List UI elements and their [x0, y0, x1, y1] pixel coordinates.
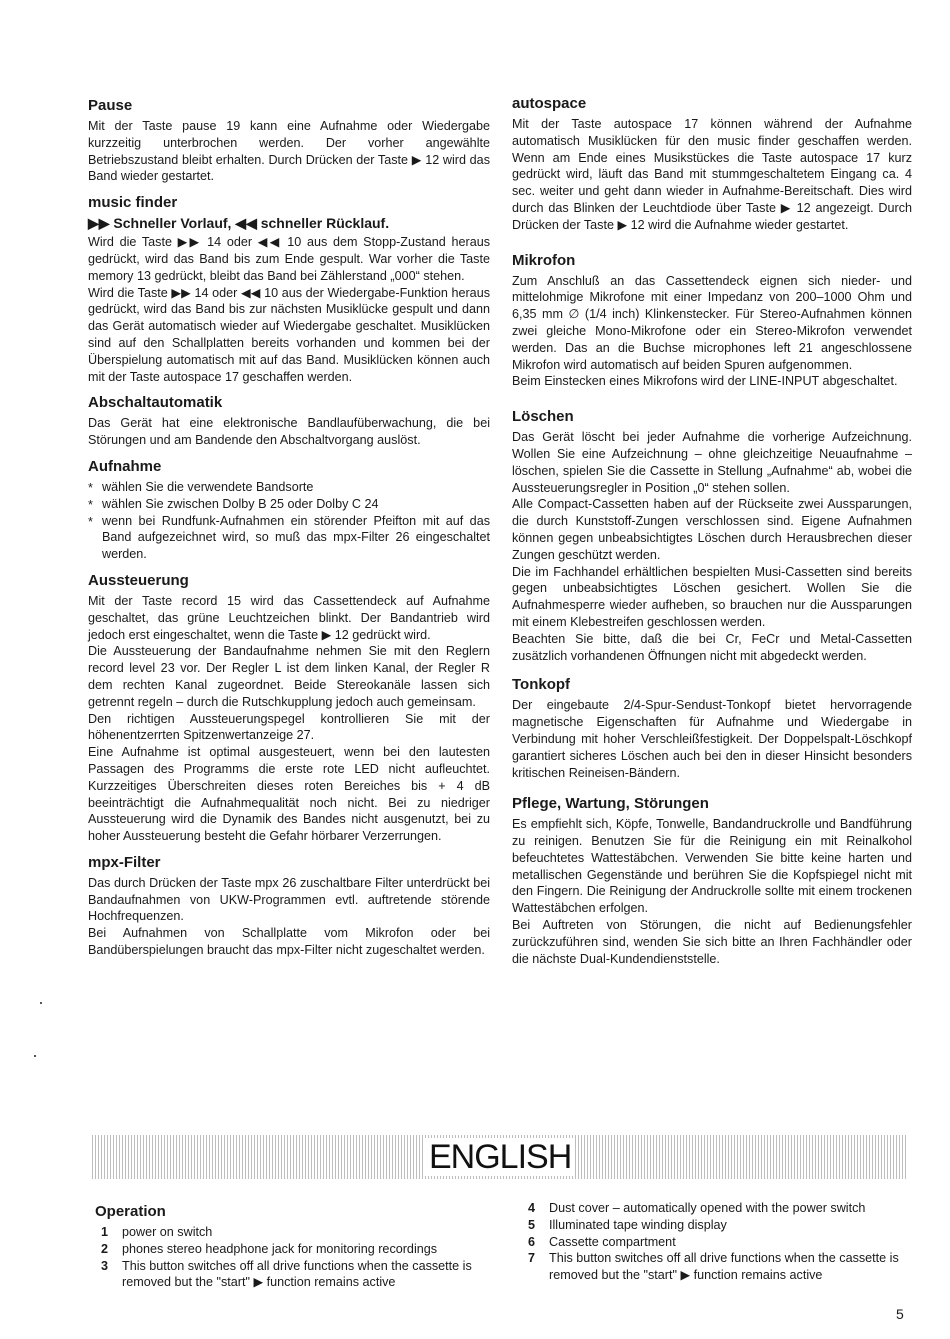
item-text: phones stereo headphone jack for monitoring recordings: [122, 1241, 438, 1256]
section-title: Pause: [88, 97, 133, 114]
item-text: Cassette compartment: [549, 1234, 676, 1249]
section-text: Beim Einstecken eines Mikrofons wird der LINE-INPUT abgeschaltet.: [512, 374, 898, 389]
section-text: Es empfiehlt sich, Köpfe, Tonwelle, Bandandruckrolle und Bandführung zu reinigen. Benutzen Sie für die Reinigung ein mit Reinalkohol befeuchtetes Wattestäbchen. Verwenden Sie bitte keine harten und metallischen Gegenstände und berühren Sie die Kopfspiegel nicht mit den Fingern. Die Reinigung der Andruckrolle sollte mit einem trockenen Wattestäbchen erfolgen.: [512, 817, 912, 916]
section-title: Tonkopf: [512, 676, 571, 694]
item-number: 2: [101, 1241, 109, 1256]
english-banner-label: ENGLISH: [425, 1138, 575, 1176]
section-text: Mit der Taste pause 19 kann eine Aufnahme oder Wiedergabe kurzzeitig unterbrochen werden. Der vorher angewählte Betriebszustand bleibt erhalten. Durch Drücken der Taste ▶ 12 wird das Band wieder gestartet.: [88, 119, 490, 184]
operation-right: [522, 1200, 912, 1284]
section-title: mpx-Filter: [88, 853, 161, 871]
operation-title: Operation: [95, 1203, 166, 1220]
section-title: Aussteuerung: [88, 571, 189, 589]
item-number: 4: [528, 1201, 536, 1215]
section-title: Aufnahme: [88, 457, 162, 475]
section-text: Mit der Taste record 15 wird das Cassettendeck auf Aufnahme geschaltet, das grüne Leuchtzeichen blinkt. Der Bandantrieb wird jedoch erst eingeschaltet, wenn die Taste ▶ 12 gedrückt wird.: [88, 593, 490, 642]
section-text: Alle Compact-Cassetten haben auf der Rückseite zwei Aussparungen, die durch Kunststoff-Zungen verschlossen sind. Eigene Aufnahmen können gegen unbeabsichtigtes Löschen durch Herausbrechen dieser Zungen geschützt werden.: [512, 497, 912, 562]
section-mpx-filter: [88, 854, 490, 959]
item-text: Illuminated tape winding display: [549, 1217, 727, 1232]
section-tonkopf: [512, 676, 912, 781]
section-aussteuerung: [88, 572, 490, 845]
section-title: Abschaltautomatik: [88, 394, 223, 412]
section-text: Das Gerät löscht bei jeder Aufnahme die vorherige Aufzeichnung. Wollen Sie eine Aufzeichnung – ohne gleichzeitige Neuaufnahme – löschen, spielen Sie die Cassette in Stellung „Aufnahme“ ab, wobei die Aussteuerungsregler in Position „0“ stehen sollen.: [512, 430, 912, 495]
section-title: Mikrofon: [512, 251, 576, 269]
item-number: 7: [528, 1251, 536, 1266]
list-item: * wenn bei Rundfunk-Aufnahmen ein störender Pfeifton mit auf das Band aufgezeichnet wird, so muß das mpx-Filter 26 eingeschaltet werden.: [88, 513, 490, 563]
section-aufnahme: [88, 458, 490, 563]
section-pause: [88, 97, 490, 185]
section-text: Eine Aufnahme ist optimal ausgesteuert, wenn bei den lautesten Passagen des Programms die erste rote LED nicht aufleuchtet. Kurzzeitiges Überschreiten dieses roten Bereiches bis + 4 dB beeinträchtigt die Aufnahmequalität noch nicht. Bei zu niedriger Aussteuerung wird die Dynamik des Bandes nicht ausgenutzt, bei zu hoher Aussteuerung besteht die Gefahr hörbarer Verzerrungen.: [88, 745, 490, 844]
section-title: Pflege, Wartung, Störungen: [512, 795, 709, 813]
scan-speck: [40, 1002, 42, 1004]
list-item: [522, 1217, 912, 1234]
section-text: Beachten Sie bitte, daß die bei Cr, FeCr und Metal-Cassetten zusätzlich vorhandenen Öffnungen nicht mit abgedeckt werden.: [512, 631, 912, 663]
section-title: autospace: [512, 95, 587, 112]
item-text: This button switches off all drive functions when the cassette is removed but the "start" ▶ function remains active: [122, 1258, 472, 1290]
section-text: Das durch Drücken der Taste mpx 26 zuschaltbare Filter unterdrückt bei Bandaufnahmen von UKW-Programmen evtl. auftretende störende Hochfrequenzen.: [88, 875, 490, 924]
section-text: Bei Aufnahmen von Schallplatte vom Mikrofon oder bei Bandüberspielungen braucht das mpx-Filter nicht zugeschaltet werden.: [88, 926, 490, 958]
bullet-list: [88, 479, 490, 563]
item-text: This button switches off all drive functions when the cassette is removed but the "start" ▶ function remains active: [549, 1251, 899, 1283]
section-text: Bei Auftreten von Störungen, die nicht auf Bedienungsfehler zurückzuführen sind, wenden Sie sich bitte an Ihren Fachhändler oder die nächste Dual-Kundendienststelle.: [512, 918, 912, 966]
section-autospace: [512, 95, 912, 234]
item-text: power on switch: [122, 1225, 213, 1239]
section-text: Die Aussteuerung der Bandaufnahme nehmen Sie mit den Reglern record level 23 vor. Der Regler L ist dem linken Kanal, der Regler R dem rechten Kanal zugeordnet. Beide Stereokanäle lassen sich getrennt regeln – durch die Rutschkupplung jedoch auch gemeinsam.: [88, 644, 490, 709]
item-text: Dust cover – automatically opened with the power switch: [549, 1201, 866, 1215]
list-item: [95, 1258, 495, 1292]
section-music-finder: [88, 194, 490, 385]
item-number: 1: [101, 1225, 109, 1239]
item-number: 6: [528, 1234, 536, 1249]
operation-list: [522, 1200, 912, 1284]
right-column: [512, 95, 912, 976]
list-item: [522, 1200, 912, 1217]
section-text: Wird die Taste ▶▶ 14 oder ◀◀ 10 aus dem Stopp-Zustand heraus gedrückt, wird das Band bis zum Ende gespult. War vorher die Taste memory 13 gedrückt, bleibt das Band bei Zählerstand „000“ stehen.: [88, 235, 490, 283]
section-subtitle: ▶▶ Schneller Vorlauf, ◀◀ schneller Rücklauf.: [88, 215, 390, 232]
section-text: Der eingebaute 2/4-Spur-Sendust-Tonkopf bietet hervorragende magnetische Eigenschaften für Aufnahme und Wiedergabe in Verbindung mit hoher Verschleißfestigkeit. Der Doppelspalt-Löschkopf garantiert sicheres Löschen auch bei den in dieser Hinsicht besonders kritischen Reineisen-Bändern.: [512, 698, 912, 780]
list-item: [522, 1234, 912, 1251]
list-item: [95, 1224, 495, 1241]
scan-speck: [34, 1055, 36, 1057]
section-title: Löschen: [512, 408, 574, 426]
left-column: [88, 97, 490, 968]
section-text: Wird die Taste ▶▶ 14 oder ◀◀ 10 aus der Wiedergabe-Funktion heraus gedrückt, wird das Band bis zur nächsten Musiklücke gespult und dann das Gerät automatisch wieder auf Wiedergabe geschaltet. Musiklücken sind auf den Schallplatten bereits vorhanden und kommen bei der Überspielung automatisch mit auf das Band. Musiklücken können auch mit der Taste autospace 17 geschaffen werden.: [88, 285, 490, 384]
operation-list: [95, 1224, 495, 1291]
section-loeschen: [512, 408, 912, 664]
section-text: Den richtigen Aussteuerungspegel kontrollieren Sie mit der höhenentzerrten Spitzenwertanzeige 27.: [88, 711, 490, 743]
list-item: * wählen Sie zwischen Dolby B 25 oder Dolby C 24: [88, 496, 490, 513]
section-pflege: [512, 795, 912, 967]
section-text: Mit der Taste autospace 17 können während der Aufnahme automatisch Musiklücken für den music finder geschaffen werden. Wenn am Ende eines Musikstückes die Taste autospace 17 kurz gedrückt wird, läuft das Band mit stummgeschaltetem Eingang ca. 4 sec. weiter und geht dann wieder in Aufnahme-Bereitschaft. Dies wird durch das Blinken der Leuchtdiode über Taste ▶ 12 angezeigt. Durch Drücken der Taste ▶ 12 wird die Aufnahme wieder gestartet.: [512, 117, 912, 232]
list-item: [522, 1250, 912, 1284]
section-abschaltautomatik: [88, 394, 490, 449]
list-item: [95, 1241, 495, 1258]
page-number: 5: [896, 1306, 904, 1322]
section-text: Das Gerät hat eine elektronische Bandlaufüberwachung, die bei Störungen und am Bandende den Abschaltvorgang auslöst.: [88, 416, 490, 448]
section-text: Zum Anschluß an das Cassettendeck eignen sich nieder- und mittelohmige Mikrofone mit einer Impedanz von 200–1000 Ohm und 6,35 mm ∅ (1/4 inch) Klinkenstecker. Für Stereo-Aufnahmen können zwei gleiche Mono-Mikrofone oder ein Stereo-Mikrofon verwendet werden. Das an die Buchse microphones left 21 angeschlossene Mikrofon wird automatisch auf beiden Spuren aufgenommen.: [512, 273, 912, 372]
item-number: 5: [528, 1217, 536, 1232]
operation-left: [95, 1203, 495, 1291]
section-title: music finder: [88, 194, 178, 212]
section-text: Die im Fachhandel erhältlichen bespielten Musi-Cassetten sind bereits gegen unbeabsichtigtes Löschen gesichert. Wollen Sie die Aufnahmesperre wieder aufheben, so brauchen nur die Aussparungen mit einem Klebestreifen geschlossen werden.: [512, 564, 912, 629]
item-number: 3: [101, 1258, 109, 1273]
list-item: * wählen Sie die verwendete Bandsorte: [88, 479, 490, 496]
section-mikrofon: [512, 252, 912, 391]
